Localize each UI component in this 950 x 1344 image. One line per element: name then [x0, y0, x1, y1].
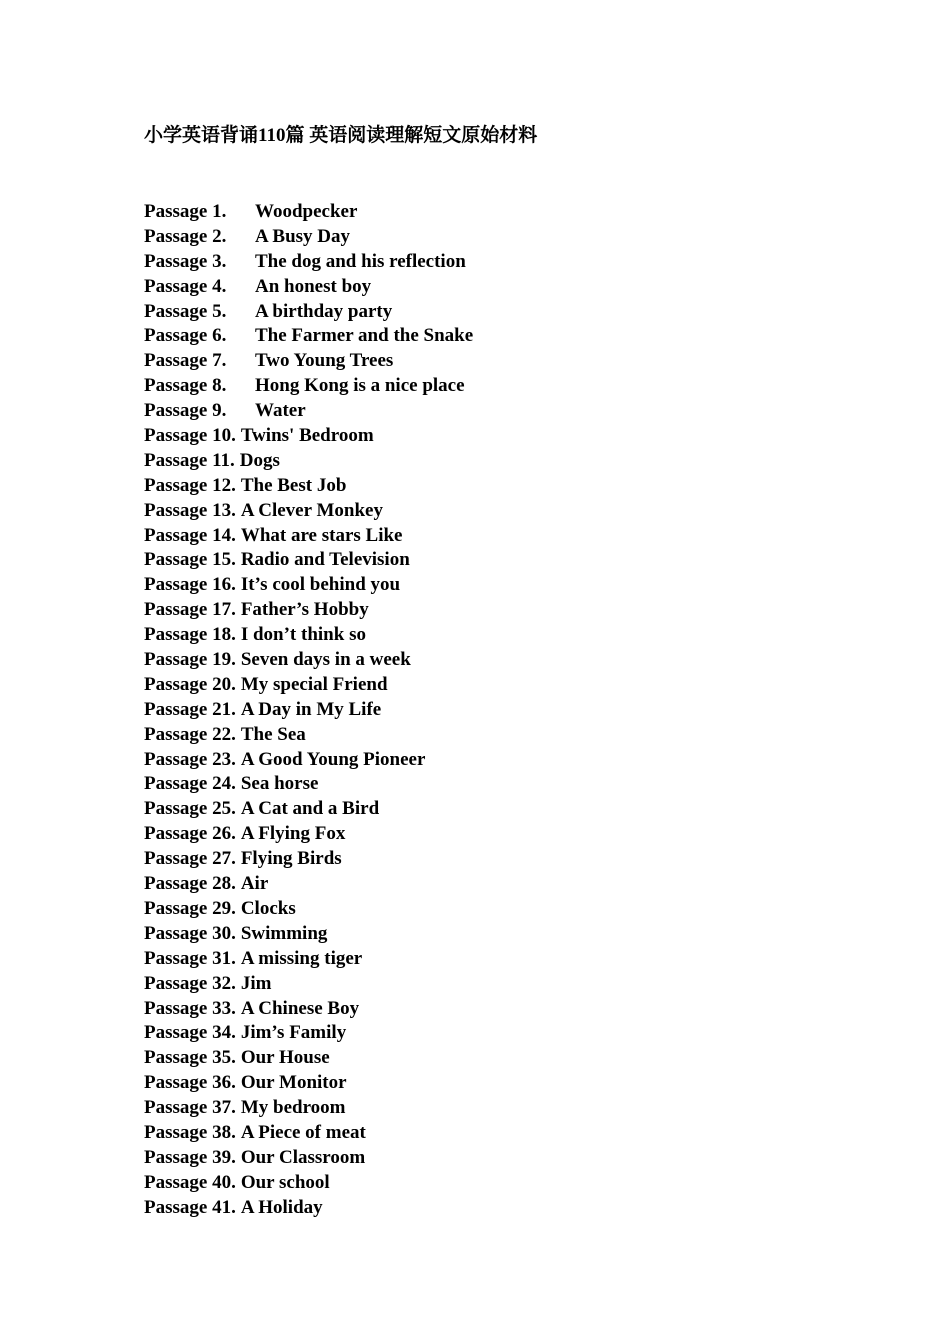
passage-title: Flying Birds [240, 848, 342, 870]
passage-number: Passage 6. [144, 325, 227, 347]
passage-title: Our House [240, 1047, 330, 1069]
passage-title: An honest boy [255, 275, 372, 297]
passage-number: Passage 3. [144, 250, 227, 272]
passage-title: Water [255, 400, 306, 422]
passage-number: Passage 33. [144, 997, 236, 1019]
passage-number: Passage 9. [144, 400, 227, 422]
passage-title: The Farmer and the Snake [255, 325, 474, 347]
passage-number: Passage 21. [144, 698, 236, 720]
passage-title: A Flying Fox [240, 823, 346, 845]
passage-number: Passage 25. [144, 798, 236, 820]
passage-item [144, 847, 473, 872]
passage-number: Passage 39. [144, 1146, 236, 1168]
passage-number: Passage 32. [144, 972, 236, 994]
passage-number: Passage 22. [144, 723, 236, 745]
passage-number: Passage 4. [144, 275, 227, 297]
passage-item [144, 250, 473, 275]
passage-title: A Chinese Boy [240, 997, 360, 1019]
passage-number: Passage 18. [144, 624, 236, 646]
document-title: 小学英语背诵110篇 英语阅读理解短文原始材料 [144, 125, 538, 146]
passage-number: Passage 5. [144, 300, 227, 322]
passage-number: Passage 16. [144, 574, 236, 596]
passage-number: Passage 13. [144, 499, 236, 521]
passage-number: Passage 11. [144, 449, 235, 471]
passage-item [144, 872, 473, 897]
passage-number: Passage 26. [144, 823, 236, 845]
passage-item [144, 300, 473, 325]
passage-item [144, 573, 473, 598]
passage-title: A Holiday [240, 1196, 323, 1218]
passage-title: Sea horse [240, 773, 319, 795]
passage-item [144, 1171, 473, 1196]
passage-item [144, 772, 473, 797]
passage-title: Our Classroom [240, 1146, 366, 1168]
passage-item [144, 399, 473, 424]
passage-item [144, 1021, 473, 1046]
passage-item [144, 1146, 473, 1171]
passage-title: Woodpecker [255, 201, 358, 222]
passage-title: A missing tiger [240, 947, 363, 969]
passage-item [144, 1121, 473, 1146]
passage-item [144, 922, 473, 947]
passage-number: Passage 31. [144, 947, 236, 969]
passage-number: Passage 15. [144, 549, 236, 571]
passage-number: Passage 8. [144, 375, 227, 397]
passage-title: Swimming [240, 922, 328, 944]
passage-item [144, 374, 473, 399]
passage-number: Passage 29. [144, 897, 236, 919]
passage-title: I don’t think so [240, 624, 366, 646]
passage-title: It’s cool behind you [240, 574, 401, 596]
passage-item [144, 225, 473, 250]
passage-number: Passage 28. [144, 873, 236, 895]
passage-title: A Day in My Life [240, 698, 382, 720]
passage-item [144, 748, 473, 773]
passage-item [144, 449, 473, 474]
passage-title: Father’s Hobby [240, 599, 369, 621]
passage-title: The dog and his reflection [255, 250, 466, 272]
passage-title: A Clever Monkey [240, 499, 383, 521]
passage-item [144, 200, 473, 225]
passage-number: Passage 34. [144, 1022, 236, 1044]
passage-item [144, 673, 473, 698]
passage-title: Hong Kong is a nice place [255, 375, 465, 397]
passage-title: A Good Young Pioneer [240, 748, 426, 770]
passage-item [144, 723, 473, 748]
passage-number: Passage 10. [144, 425, 236, 447]
passage-number: Passage 38. [144, 1121, 236, 1143]
passage-item [144, 548, 473, 573]
passage-item [144, 623, 473, 648]
passage-item [144, 972, 473, 997]
passage-number: Passage 37. [144, 1097, 236, 1119]
passage-title: A Cat and a Bird [240, 798, 380, 820]
passage-number: Passage 36. [144, 1072, 236, 1094]
passage-item [144, 947, 473, 972]
passage-number: Passage 7. [144, 350, 227, 372]
passage-number: Passage 12. [144, 474, 236, 496]
passage-item [144, 524, 473, 549]
passage-title: A Piece of meat [240, 1121, 366, 1143]
passage-item [144, 648, 473, 673]
passage-number: Passage 19. [144, 649, 236, 671]
passage-number: Passage 27. [144, 848, 236, 870]
passage-title: A birthday party [255, 300, 393, 322]
passage-title: Jim [240, 972, 272, 994]
passage-item [144, 424, 473, 449]
passage-list [144, 200, 473, 1221]
passage-number: Passage 41. [144, 1196, 236, 1218]
passage-title: Our school [240, 1171, 330, 1193]
passage-number: Passage 35. [144, 1047, 236, 1069]
passage-title: My bedroom [240, 1097, 346, 1119]
passage-item [144, 598, 473, 623]
passage-item [144, 324, 473, 349]
passage-item [144, 349, 473, 374]
passage-title: Jim’s Family [240, 1022, 347, 1044]
passage-item [144, 1046, 473, 1071]
passage-item [144, 822, 473, 847]
passage-number: Passage 14. [144, 524, 236, 546]
passage-item [144, 797, 473, 822]
passage-title: A Busy Day [255, 225, 351, 247]
passage-number: Passage 23. [144, 748, 236, 770]
passage-title: Two Young Trees [255, 350, 394, 372]
passage-title: Twins' Bedroom [240, 425, 374, 447]
passage-title: Our Monitor [240, 1072, 347, 1094]
passage-item [144, 698, 473, 723]
passage-number: Passage 2. [144, 225, 227, 247]
passage-title: The Sea [240, 723, 306, 745]
passage-title: Radio and Television [240, 549, 410, 571]
passage-item [144, 1096, 473, 1121]
passage-title: My special Friend [240, 673, 388, 695]
passage-number: Passage 30. [144, 922, 236, 944]
passage-number: Passage 1. [144, 201, 227, 222]
passage-title: Dogs [239, 449, 280, 471]
passage-item [144, 275, 473, 300]
passage-number: Passage 24. [144, 773, 236, 795]
passage-item [144, 499, 473, 524]
passage-item [144, 897, 473, 922]
passage-title: Seven days in a week [240, 649, 411, 671]
passage-title: The Best Job [240, 474, 347, 496]
passage-title: Clocks [240, 897, 296, 919]
passage-item [144, 1071, 473, 1096]
passage-item [144, 997, 473, 1022]
passage-item [144, 1196, 473, 1221]
passage-number: Passage 20. [144, 673, 236, 695]
passage-number: Passage 40. [144, 1171, 236, 1193]
passage-item [144, 474, 473, 499]
passage-number: Passage 17. [144, 599, 236, 621]
passage-title: What are stars Like [240, 524, 403, 546]
passage-title: Air [240, 873, 269, 895]
